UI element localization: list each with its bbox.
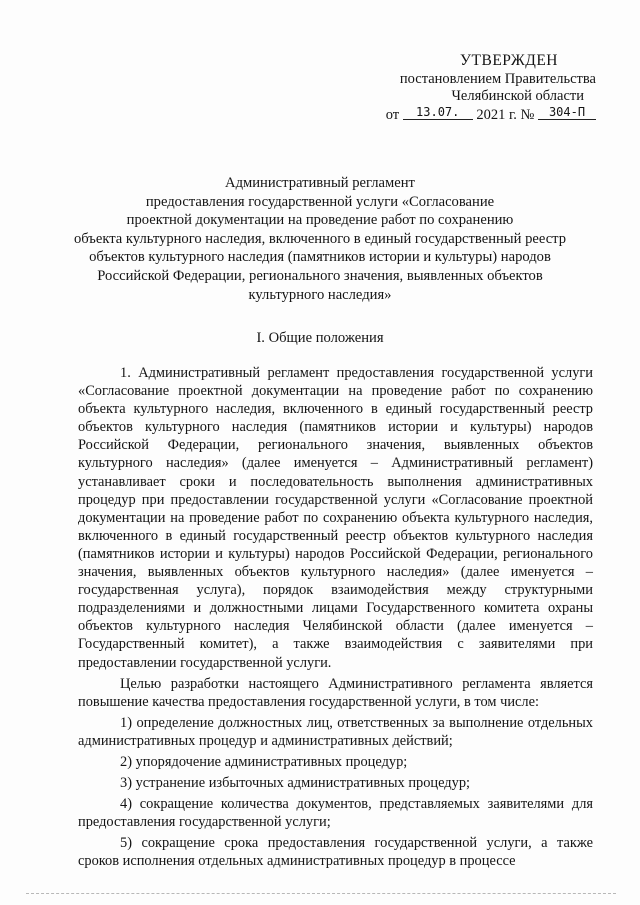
approval-date-line [376, 107, 596, 124]
approval-line-2: Челябинской области [451, 88, 584, 104]
paragraph: 4) сокращение количества документов, представляемых заявителями для предоставления государственной услуги; [78, 796, 593, 831]
date-day-field: 13.07. [403, 105, 473, 120]
title-line: Административный регламент [225, 175, 415, 191]
scan-edge-line [26, 893, 616, 894]
paragraph: Целью разработки настоящего Административного регламента является повышение качества предоставления государственной услуги, в том числе: [78, 675, 593, 710]
document-title [40, 174, 600, 304]
title-line: проектной документации на проведение работ по сохранению [126, 212, 514, 229]
title-line: культурного наследия» [248, 286, 392, 303]
title-line: объектов культурного наследия (памятников истории и культуры) народов [89, 249, 551, 266]
paragraph: 2) упорядочение административных процедур; [120, 753, 408, 770]
paragraph: 5) сокращение срока предоставления государственной услуги, а также сроков исполнения отдельных административных процедур в процессе [78, 835, 593, 870]
body-text [78, 364, 593, 871]
paragraph: 1. Административный регламент предоставления государственной услуги «Согласование проектной документации на проведение работ по сохранению объекта культурного наследия, включенного в единый государственный реестр объектов культурного наследия (памятников истории и культуры) народов Российской Федерации, регионального значения, выявленных объектов культурного наследия» (далее именуется – Административный регламент) устанавливает сроки и последовательность выполнения административных процедур при предоставлении государственной услуги «Согласование проектной документации на проведение работ по сохранению объекта культурного наследия, включенного в единый государственный реестр объектов культурного наследия (памятников истории и культуры) народов Российской Федерации, регионального значения, выявленных объектов культурного наследия» (далее именуется – государственная услуга), порядок взаимодействия между структурными подразделениями и должностными лицами Государственного комитета охраны объектов культурного наследия Челябинской области (далее именуется – Государственный комитет), а также взаимодействия с заявителями при предоставлении государственной услуги. [78, 365, 593, 671]
approval-title: УТВЕРЖДЕН [460, 52, 558, 69]
paragraph: 3) устранение избыточных административных процедур; [120, 775, 471, 792]
title-line: Российской Федерации, регионального значения, выявленных объектов [97, 267, 543, 284]
approval-line-1: постановлением Правительства [399, 71, 596, 87]
decree-number-field: 304-П [538, 105, 596, 120]
section-heading: I. Общие положения [256, 330, 384, 346]
title-line: объекта культурного наследия, включенного в единый государственный реестр [73, 230, 567, 247]
title-line: предоставления государственной услуги «Согласование [145, 193, 495, 210]
paragraph: 1) определение должностных лиц, ответственных за выполнение отдельных административных процедур и административных действий; [78, 714, 593, 749]
approval-block [376, 52, 596, 124]
date-year: 2021 г. № [476, 107, 535, 123]
date-prefix: от [385, 107, 400, 123]
